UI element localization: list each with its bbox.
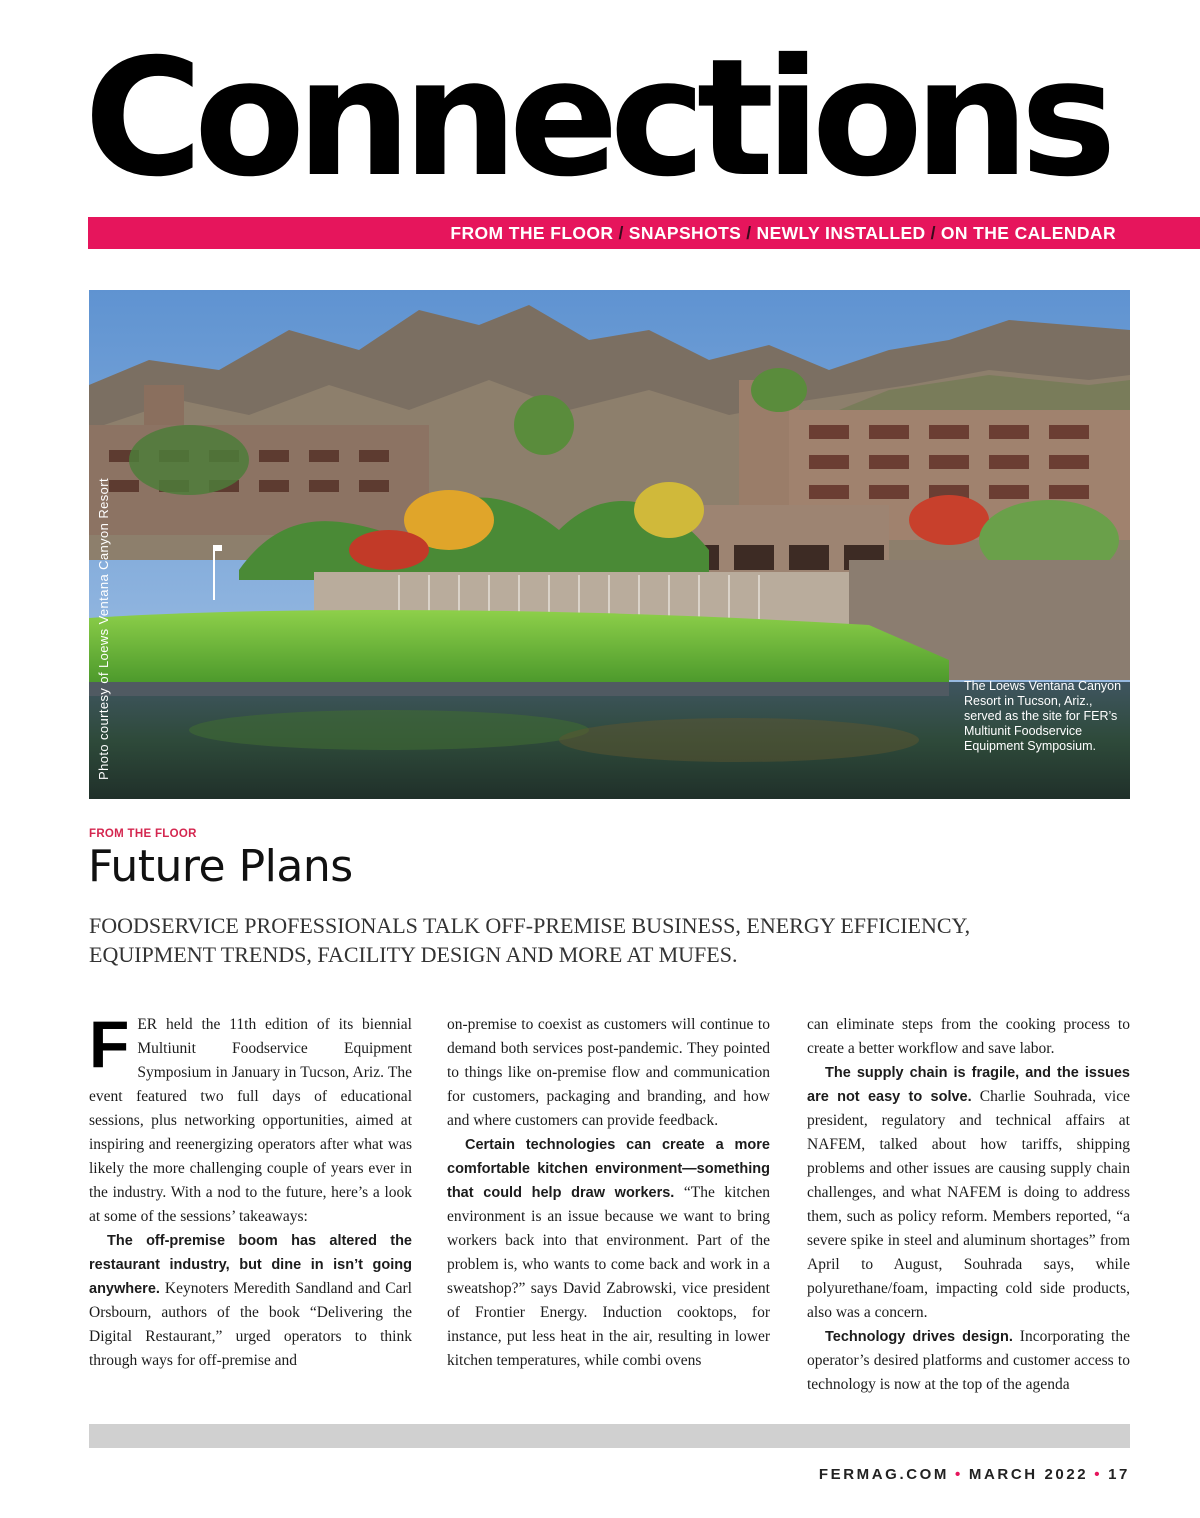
- section-nav-bar: [88, 217, 1200, 249]
- paragraph-body: Charlie Souhrada, vice president, regulatory and technical affairs at NAFEM, talked about how tariffs, shipping problems and other issues are causing supply chain challenges, and what NAFEM is doing to address them, such as policy reform. Members reported, “a severe spike in steel and aluminum shortages” from April to August, Souhrada says, while polyurethane/foam, impacting cold side products, also was a concern.: [807, 1088, 1130, 1321]
- nav-item-newly-installed[interactable]: NEWLY INSTALLED: [756, 222, 926, 243]
- photo-caption: The Loews Ventana Canyon Resort in Tucson, Ariz., served as the site for FER’s Multiunit Foodservice Equipment Symposium.: [964, 679, 1122, 753]
- article-paragraph: [89, 1007, 412, 1229]
- nav-item-snapshots[interactable]: SNAPSHOTS: [628, 222, 742, 243]
- paragraph-body: ER held the 11th edition of its biennial Multiunit Foodservice Equipment Symposium in January in Tucson, Ariz. The event featured two full days of educational sessions, plus networking opportunities, aimed at inspiring and reenergizing operators after what was likely the more challenging couple of years ever in the industry. With a nod to the future, here’s a look at some of the sessions’ takeaways:: [89, 1016, 412, 1225]
- footer-divider-bar: [89, 1424, 1130, 1448]
- article-headline: Future Plans: [88, 841, 353, 892]
- nav-separator: /: [746, 222, 752, 243]
- paragraph-lead: The off-premise boom has altered the restaurant industry, but dine in isn’t going anywhere.: [89, 1233, 412, 1297]
- article-kicker: FROM THE FLOOR: [89, 828, 197, 840]
- paragraph-body: can eliminate steps from the cooking process to create a better workflow and save labor.: [807, 1016, 1130, 1057]
- footer-site[interactable]: FERMAG.COM: [818, 1466, 950, 1483]
- page-number: 17: [1108, 1466, 1130, 1483]
- paragraph-body: on-premise to coexist as customers will continue to demand both services post-pandemic. They pointed to things like on-premise flow and communication for customers, packaging and branding, and how and where customers can provide feedback.: [447, 1016, 770, 1129]
- paragraph-body: Incorporating the operator’s desired platforms and customer access to technology is now at the top of the agenda: [807, 1328, 1130, 1393]
- nav-separator: /: [618, 222, 624, 243]
- nav-item-on-the-calendar[interactable]: ON THE CALENDAR: [940, 222, 1116, 243]
- article-paragraph: [447, 1133, 770, 1373]
- paragraph-body: Keynoters Meredith Sandland and Carl Orsbourn, authors of the book “Delivering the Digital Restaurant,” urged operators to think through ways for off-premise and: [89, 1280, 412, 1369]
- article-column-3: [807, 1013, 1130, 1397]
- paragraph-lead: Certain technologies can create a more comfortable kitchen environment—something that could help draw workers.: [447, 1137, 770, 1201]
- masthead-title: Connections: [84, 25, 1108, 213]
- footer-dot: •: [955, 1466, 963, 1483]
- article-paragraph: [807, 1061, 1130, 1325]
- article-paragraph: [807, 1325, 1130, 1397]
- nav-item-from-the-floor[interactable]: FROM THE FLOOR: [450, 222, 614, 243]
- article-column-1: [89, 1007, 412, 1373]
- nav-separator: /: [930, 222, 936, 243]
- article-paragraph-continued: [807, 1013, 1130, 1061]
- footer-date: MARCH 2022: [968, 1466, 1089, 1483]
- paragraph-lead: Technology drives design.: [825, 1329, 1013, 1345]
- paragraph-body: “The kitchen environment is an issue because we want to bring workers back into that environment. Part of the problem is, who wants to come back and work in a sweatshop?” says David Zabrowski, vice president of Frontier Energy. Induction cooktops, for instance, put less heat in the air, resulting in lower kitchen temperatures, while combi ovens: [447, 1184, 770, 1369]
- article-column-2: [447, 1013, 770, 1373]
- paragraph-lead: The supply chain is fragile, and the issues are not easy to solve.: [807, 1065, 1130, 1105]
- article-deck: FOODSERVICE PROFESSIONALS TALK OFF-PREMISE BUSINESS, ENERGY EFFICIENCY, EQUIPMENT TRENDS, FACILITY DESIGN AND MORE AT MUFES.: [89, 913, 971, 967]
- article-paragraph-continued: [447, 1013, 770, 1133]
- page-footer: [819, 1466, 1130, 1483]
- drop-cap: F: [89, 1007, 130, 1081]
- article-paragraph: [89, 1229, 412, 1373]
- footer-dot: •: [1094, 1466, 1103, 1483]
- photo-credit: Photo courtesy of Loews Ventana Canyon Resort: [96, 477, 111, 780]
